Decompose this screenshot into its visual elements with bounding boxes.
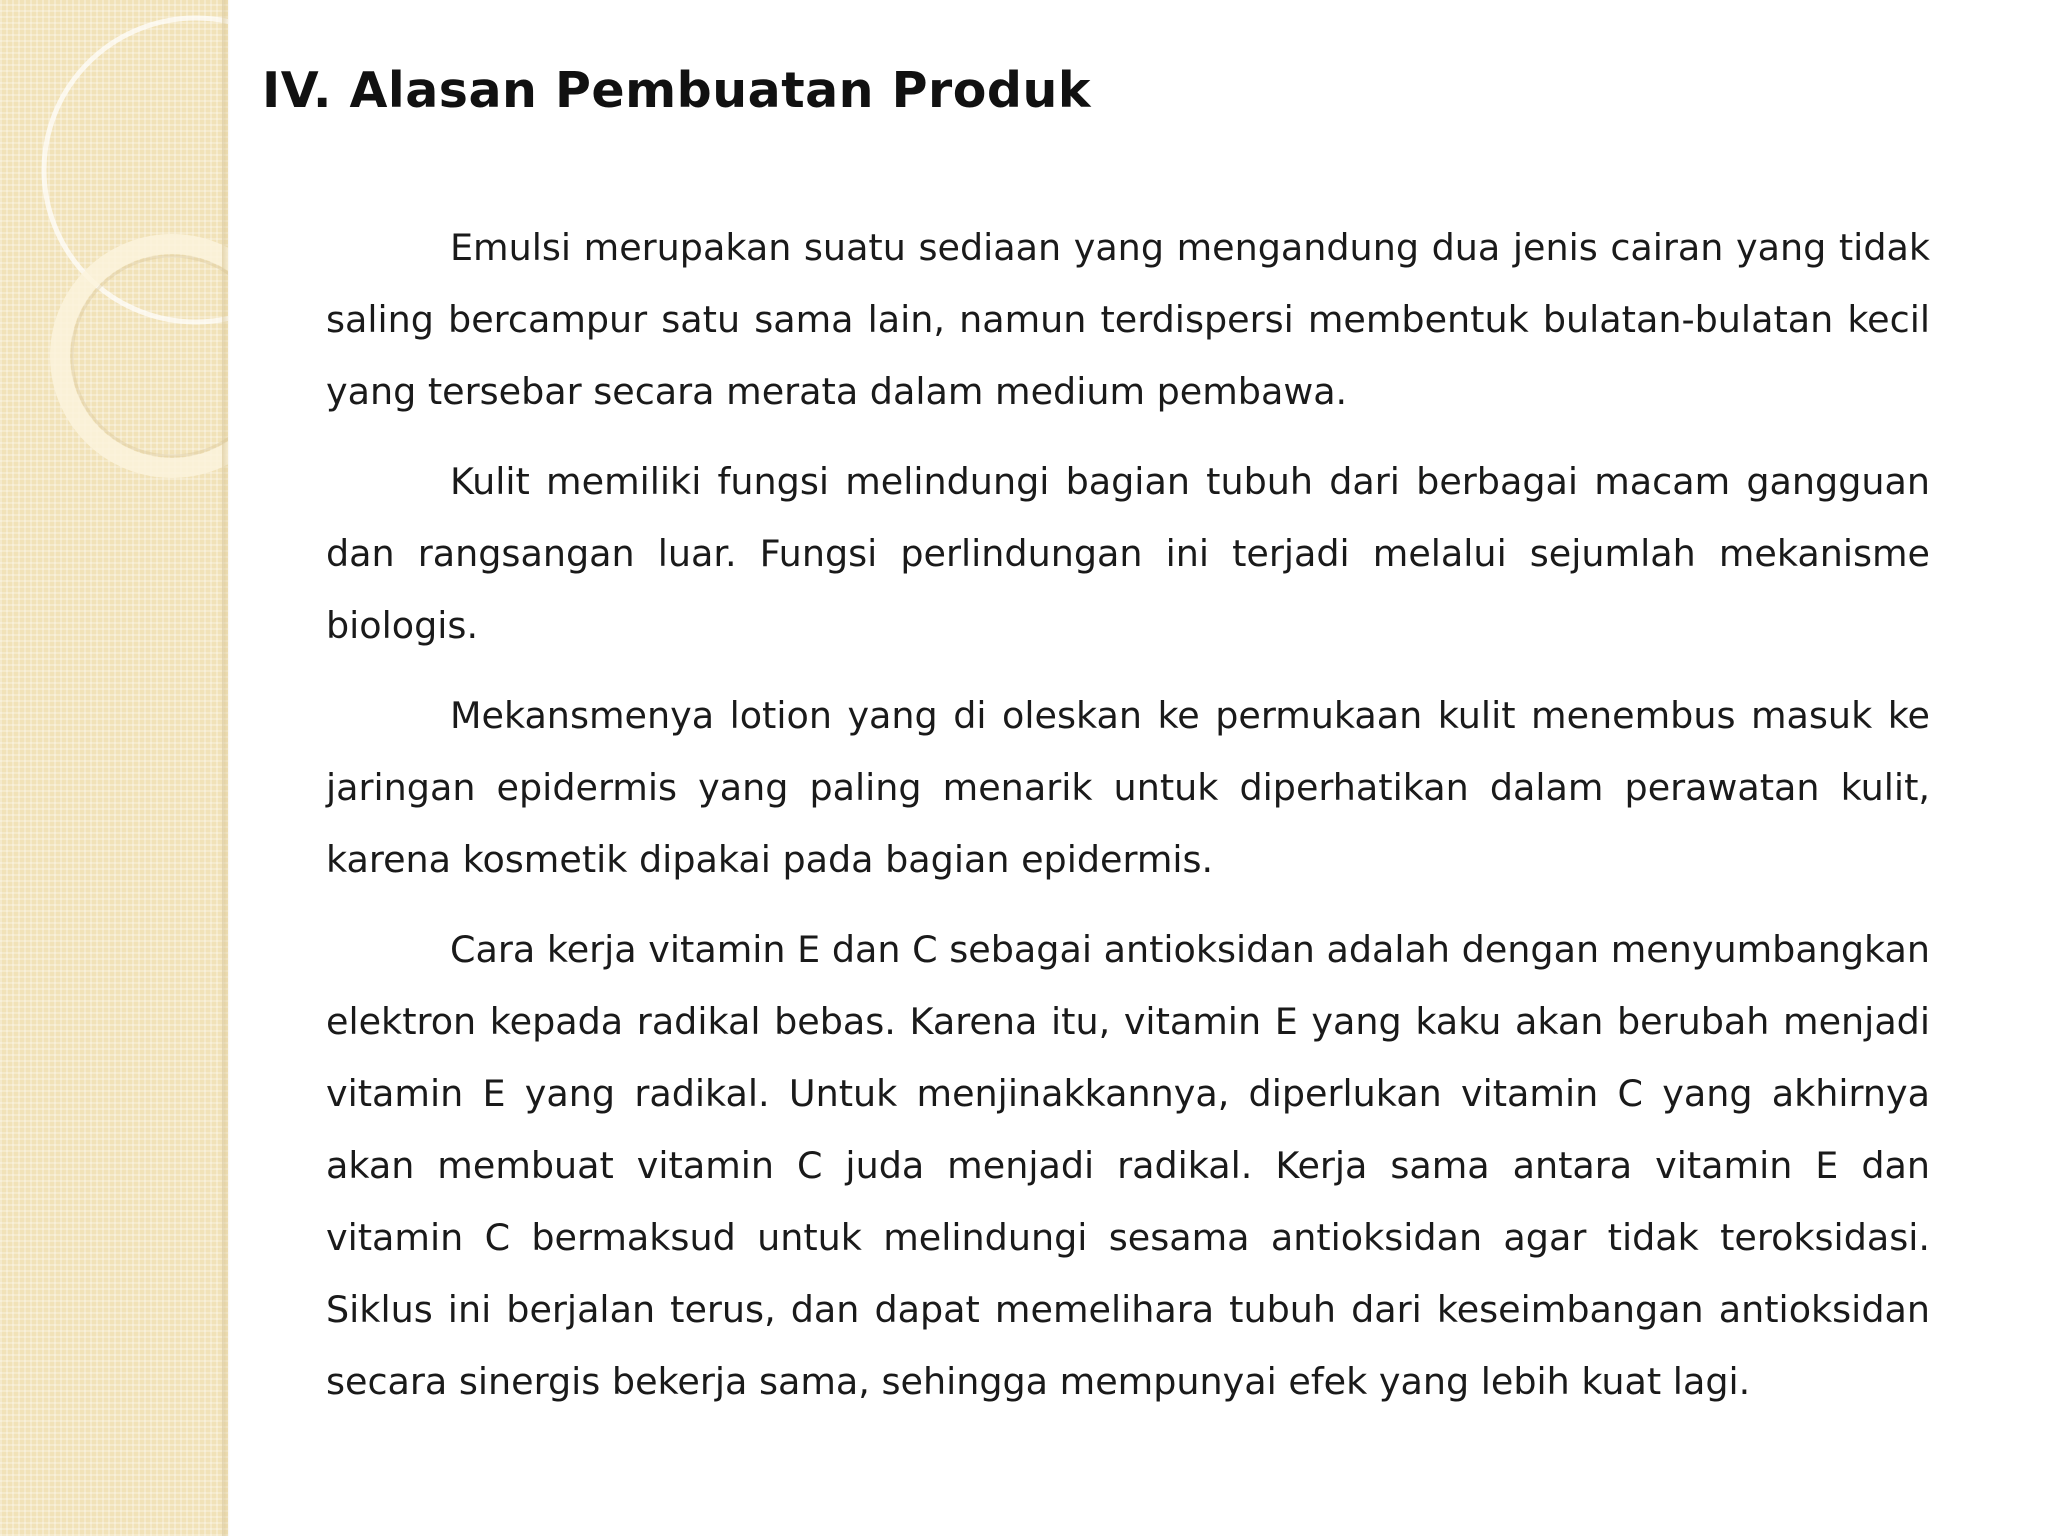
paragraph-vitamin: Cara kerja vitamin E dan C sebagai antioksidan adalah dengan menyumbangkan elektron kepada radikal bebas. Karena itu, vitamin E yang kaku akan berubah menjadi vitamin E yang radikal. Untuk menjinakkannya, diperlukan vitamin C yang akhirnya akan membuat vitamin C juda menjadi radikal. Kerja sama antara vitamin E dan vitamin C bermaksud untuk melindungi sesama antioksidan agar tidak teroksidasi. Siklus ini berjalan terus, dan dapat memelihara tubuh dari keseimbangan antioksidan secara sinergis bekerja sama, sehingga mempunyai efek yang lebih kuat lagi. — [326, 928, 1930, 1403]
paragraph-kulit: Kulit memiliki fungsi melindungi bagian tubuh dari berbagai macam gangguan dan rangsangan luar. Fungsi perlindungan ini terjadi melalui sejumlah mekanisme biologis. — [326, 460, 1930, 647]
paragraph-emulsi: Emulsi merupakan suatu sediaan yang mengandung dua jenis cairan yang tidak saling bercampur satu sama lain, namun terdispersi membentuk bulatan-bulatan kecil yang tersebar secara merata dalam medium pembawa. — [326, 226, 1930, 413]
paragraph-mekanisme: Mekansmenya lotion yang di oleskan ke permukaan kulit menembus masuk ke jaringan epidermis yang paling menarik untuk diperhatikan dalam perawatan kulit, karena kosmetik dipakai pada bagian epidermis. — [326, 694, 1930, 881]
slide-title: IV. Alasan Pembuatan Produk — [262, 62, 1091, 119]
slide-body — [326, 212, 1930, 1436]
